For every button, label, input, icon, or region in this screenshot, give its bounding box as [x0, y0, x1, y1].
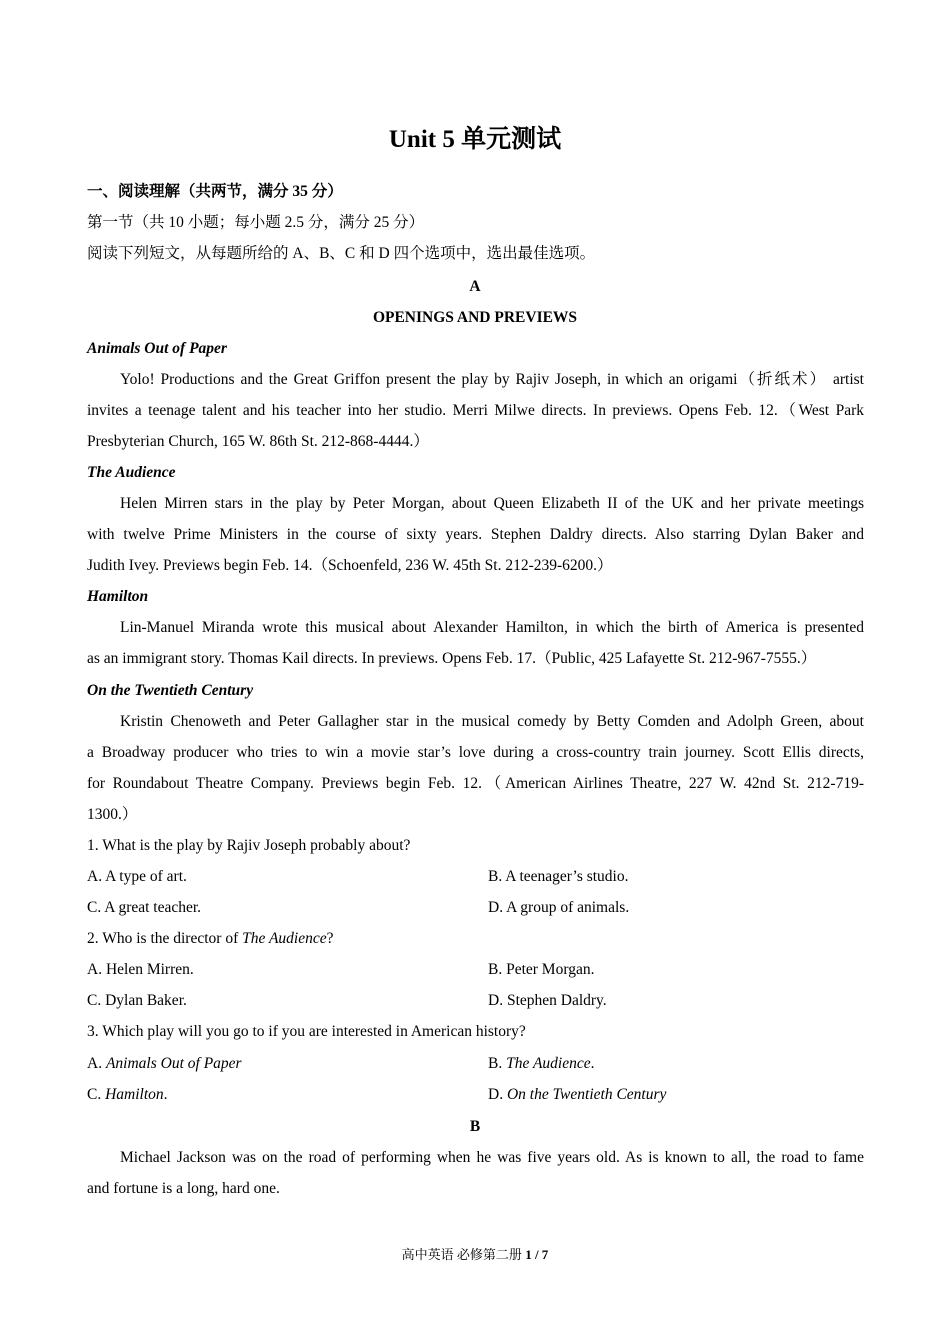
- option-italic: Animals Out of Paper: [105, 1055, 242, 1072]
- play-text-line: Lin-Manuel Miranda wrote this musical about Alexander Hamilton, in which the birth of America is presented: [120, 619, 864, 636]
- option-prefix: D.: [488, 1086, 507, 1103]
- question-stem: 1. What is the play by Rajiv Joseph probably about?: [87, 837, 411, 854]
- option-prefix: A.: [87, 1055, 106, 1072]
- play-title: Animals Out of Paper: [87, 340, 227, 357]
- option-d: [488, 1085, 666, 1105]
- passage-label: B: [469, 1118, 481, 1135]
- option-d: D. A group of animals.: [488, 899, 630, 916]
- play-title: The Audience: [87, 464, 176, 481]
- option-prefix: B.: [488, 1055, 507, 1072]
- play-text-line: Yolo! Productions and the Great Griffon present the play by Rajiv Joseph, in which an origami（折纸术） artist: [120, 371, 864, 388]
- play-text-line: with twelve Prime Ministers in the course of sixty years. Stephen Daldry directs. Also starring Dylan Baker and: [87, 526, 864, 543]
- page-title: Unit 5 单元测试: [388, 126, 562, 153]
- option-suffix: .: [590, 1055, 595, 1072]
- option-a: [87, 1054, 864, 1074]
- footer-text: 高中英语 必修第二册: [401, 1247, 526, 1262]
- page-footer: [0, 1246, 950, 1264]
- play-title: On the Twentieth Century: [87, 682, 254, 699]
- option-italic: Hamilton: [105, 1086, 164, 1103]
- play-text-line: 1300.）: [87, 806, 138, 823]
- option-d: D. Stephen Daldry.: [488, 992, 607, 1009]
- passage-text-line: Michael Jackson was on the road of performing when he was five years old. As is known to all, the road to fame: [120, 1149, 864, 1166]
- option-suffix: .: [163, 1086, 168, 1103]
- section-heading: 一、阅读理解（共两节，满分 35 分）: [87, 183, 343, 200]
- option-c: [87, 1085, 864, 1105]
- option-a: A. Helen Mirren.: [87, 961, 194, 978]
- option-prefix: C.: [87, 1086, 106, 1103]
- option-c: C. Dylan Baker.: [87, 992, 187, 1009]
- section-instruction: 阅读下列短文，从每题所给的 A、B、C 和 D 四个选项中，选出最佳选项。: [87, 245, 596, 262]
- stem-italic: The Audience: [242, 930, 327, 947]
- option-b: [488, 1054, 594, 1074]
- play-text-line: Judith Ivey. Previews begin Feb. 14.（Schoenfeld, 236 W. 45th St. 212-239-6200.）: [87, 557, 613, 574]
- play-title: Hamilton: [87, 588, 149, 605]
- passage-label: A: [469, 278, 481, 295]
- page-number: 1 / 7: [525, 1247, 549, 1262]
- option-italic: The Audience: [506, 1055, 591, 1072]
- play-text-line: for Roundabout Theatre Company. Previews begin Feb. 12.（American Airlines Theatre, 227 W. 42nd St. 212-719-: [87, 775, 864, 792]
- question-stem: [87, 929, 864, 949]
- stem-prefix: 2. Who is the director of: [87, 930, 243, 947]
- passage-heading: OPENINGS AND PREVIEWS: [372, 309, 578, 326]
- option-b: B. A teenager’s studio.: [488, 868, 629, 885]
- play-text-line: Kristin Chenoweth and Peter Gallagher star in the musical comedy by Betty Comden and Adolph Green, about: [120, 713, 864, 730]
- play-text-line: Presbyterian Church, 165 W. 86th St. 212-868-4444.）: [87, 433, 429, 450]
- play-text-line: invites a teenage talent and his teacher into her studio. Merri Milwe directs. In previews. Opens Feb. 12.（West Park: [87, 402, 864, 419]
- play-text-line: Helen Mirren stars in the play by Peter Morgan, about Queen Elizabeth II of the UK and her private meetings: [120, 495, 864, 512]
- section-part: 第一节（共 10 小题；每小题 2.5 分，满分 25 分）: [87, 214, 425, 231]
- play-text-line: a Broadway producer who tries to win a movie star’s love during a cross-country train journey. Scott Ellis directs,: [87, 744, 864, 761]
- option-b: B. Peter Morgan.: [488, 961, 595, 978]
- option-a: A. A type of art.: [87, 868, 187, 885]
- option-italic: On the Twentieth Century: [506, 1086, 667, 1103]
- stem-suffix: ?: [326, 930, 334, 947]
- play-text-line: as an immigrant story. Thomas Kail directs. In previews. Opens Feb. 17.（Public, 425 Lafayette St. 212-967-7555.）: [87, 650, 817, 667]
- option-c: C. A great teacher.: [87, 899, 202, 916]
- question-stem: 3. Which play will you go to if you are interested in American history?: [87, 1023, 526, 1040]
- passage-text-line: and fortune is a long, hard one.: [87, 1180, 280, 1197]
